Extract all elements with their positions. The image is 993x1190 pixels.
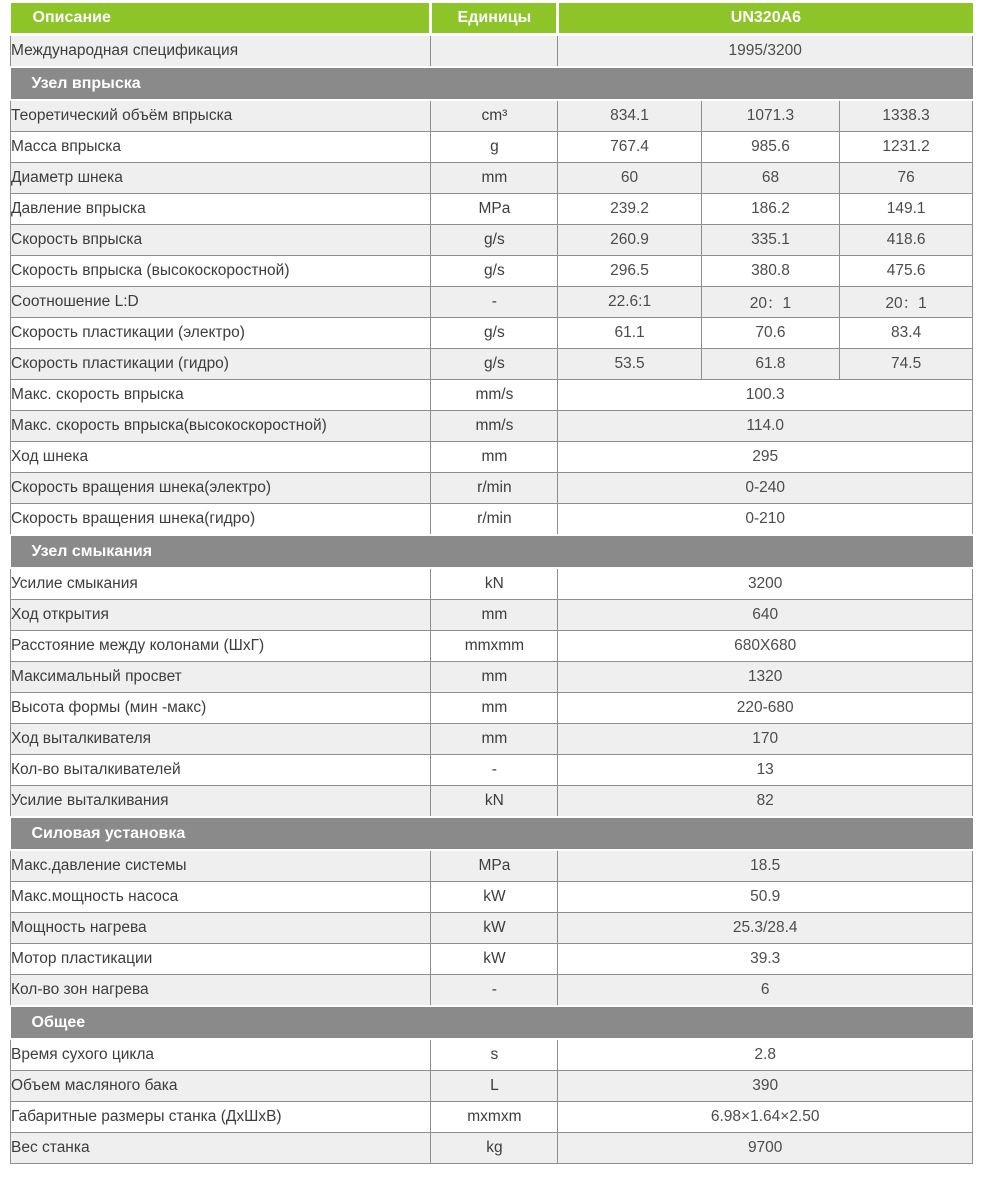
spec-value: 60	[558, 163, 701, 194]
spec-value: 1071.3	[701, 100, 840, 132]
spec-unit: MPa	[431, 850, 558, 882]
spec-label: Высота формы (мин -макс)	[11, 693, 431, 724]
spec-table-body	[11, 35, 973, 1164]
spec-value: 100.3	[558, 380, 973, 411]
spec-value: 83.4	[840, 318, 973, 349]
table-row	[11, 35, 973, 68]
spec-value: 2.8	[558, 1039, 973, 1071]
table-row	[11, 786, 973, 818]
spec-value: 834.1	[558, 100, 701, 132]
table-row	[11, 662, 973, 693]
spec-value: 295	[558, 442, 973, 473]
table-row	[11, 882, 973, 913]
spec-unit: mm	[431, 600, 558, 631]
spec-label: Усилие смыкания	[11, 568, 431, 600]
spec-value: 50.9	[558, 882, 973, 913]
spec-unit: g/s	[431, 318, 558, 349]
spec-value: 0-240	[558, 473, 973, 504]
table-row	[11, 850, 973, 882]
spec-unit: r/min	[431, 473, 558, 504]
spec-label: Макс. скорость впрыска	[11, 380, 431, 411]
spec-unit: kW	[431, 882, 558, 913]
spec-label: Скорость пластикации (электро)	[11, 318, 431, 349]
column-header-units: Единицы	[431, 3, 558, 35]
spec-label: Габаритные размеры станка (ДхШхВ)	[11, 1102, 431, 1133]
spec-label: Скорость пластикации (гидро)	[11, 349, 431, 380]
spec-unit: g/s	[431, 349, 558, 380]
section-header-label: Общее	[11, 1006, 973, 1039]
spec-unit: -	[431, 975, 558, 1007]
spec-value: 6.98×1.64×2.50	[558, 1102, 973, 1133]
spec-label: Масса впрыска	[11, 132, 431, 163]
spec-unit: s	[431, 1039, 558, 1071]
spec-label: Международная спецификация	[11, 35, 431, 68]
table-row	[11, 600, 973, 631]
spec-unit: mm	[431, 442, 558, 473]
spec-value: 76	[840, 163, 973, 194]
spec-value: 170	[558, 724, 973, 755]
spec-label: Скорость впрыска (высокоскоростной)	[11, 256, 431, 287]
table-row	[11, 1102, 973, 1133]
spec-unit: g/s	[431, 225, 558, 256]
column-header-description: Описание	[11, 3, 431, 35]
table-row	[11, 194, 973, 225]
table-row	[11, 411, 973, 442]
table-row	[11, 318, 973, 349]
spec-value: 68	[701, 163, 840, 194]
spec-value: 74.5	[840, 349, 973, 380]
spec-label: Соотношение L:D	[11, 287, 431, 318]
section-header-row	[11, 817, 973, 850]
spec-value: 20：1	[840, 287, 973, 318]
spec-unit: mm	[431, 163, 558, 194]
spec-label: Вес станка	[11, 1133, 431, 1164]
spec-unit: g/s	[431, 256, 558, 287]
spec-label: Ход шнека	[11, 442, 431, 473]
spec-value: 335.1	[701, 225, 840, 256]
spec-label: Скорость впрыска	[11, 225, 431, 256]
spec-label: Кол-во выталкивателей	[11, 755, 431, 786]
table-row	[11, 256, 973, 287]
spec-value: 475.6	[840, 256, 973, 287]
table-row	[11, 913, 973, 944]
spec-unit: -	[431, 287, 558, 318]
spec-unit: mm/s	[431, 380, 558, 411]
spec-unit: mxmxm	[431, 1102, 558, 1133]
spec-value: 9700	[558, 1133, 973, 1164]
table-row	[11, 442, 973, 473]
spec-table	[10, 3, 973, 1164]
table-row	[11, 163, 973, 194]
spec-label: Мотор пластикации	[11, 944, 431, 975]
spec-label: Скорость вращения шнека(гидро)	[11, 504, 431, 536]
spec-value: 220-680	[558, 693, 973, 724]
spec-unit: mm	[431, 724, 558, 755]
spec-value: 239.2	[558, 194, 701, 225]
spec-value: 82	[558, 786, 973, 818]
table-header	[11, 3, 973, 35]
spec-unit: mmxmm	[431, 631, 558, 662]
spec-value: 1320	[558, 662, 973, 693]
spec-unit: kW	[431, 944, 558, 975]
spec-unit: kN	[431, 786, 558, 818]
spec-label: Макс. скорость впрыска(высокоскоростной)	[11, 411, 431, 442]
spec-label: Мощность нагрева	[11, 913, 431, 944]
spec-value: 3200	[558, 568, 973, 600]
spec-label: Ход открытия	[11, 600, 431, 631]
spec-value: 985.6	[701, 132, 840, 163]
table-row	[11, 755, 973, 786]
section-header-label: Узел впрыска	[11, 67, 973, 100]
spec-unit: mm	[431, 693, 558, 724]
spec-value: 149.1	[840, 194, 973, 225]
spec-unit: mm	[431, 662, 558, 693]
table-row	[11, 1133, 973, 1164]
section-header-label: Узел смыкания	[11, 535, 973, 568]
section-header-label: Силовая установка	[11, 817, 973, 850]
spec-value: 1231.2	[840, 132, 973, 163]
spec-value: 20：1	[701, 287, 840, 318]
section-header-row	[11, 67, 973, 100]
spec-unit: mm/s	[431, 411, 558, 442]
spec-value: 25.3/28.4	[558, 913, 973, 944]
spec-label: Макс.мощность насоса	[11, 882, 431, 913]
spec-label: Кол-во зон нагрева	[11, 975, 431, 1007]
spec-value: 390	[558, 1071, 973, 1102]
table-row	[11, 349, 973, 380]
spec-unit: kg	[431, 1133, 558, 1164]
spec-value: 13	[558, 755, 973, 786]
spec-value: 22.6:1	[558, 287, 701, 318]
spec-value: 70.6	[701, 318, 840, 349]
section-header-row	[11, 1006, 973, 1039]
table-header-row	[11, 3, 973, 35]
spec-value: 640	[558, 600, 973, 631]
spec-label: Максимальный просвет	[11, 662, 431, 693]
spec-value: 186.2	[701, 194, 840, 225]
table-row	[11, 504, 973, 536]
spec-value: 767.4	[558, 132, 701, 163]
table-row	[11, 568, 973, 600]
spec-label: Макс.давление системы	[11, 850, 431, 882]
spec-value: 1995/3200	[558, 35, 973, 68]
spec-label: Усилие выталкивания	[11, 786, 431, 818]
table-row	[11, 287, 973, 318]
spec-unit: -	[431, 755, 558, 786]
spec-value: 418.6	[840, 225, 973, 256]
column-header-model: UN320A6	[558, 3, 973, 35]
spec-unit: r/min	[431, 504, 558, 536]
spec-label: Скорость вращения шнека(электро)	[11, 473, 431, 504]
spec-label: Объем масляного бака	[11, 1071, 431, 1102]
table-row	[11, 132, 973, 163]
spec-value: 680X680	[558, 631, 973, 662]
spec-value: 380.8	[701, 256, 840, 287]
spec-value: 1338.3	[840, 100, 973, 132]
spec-value: 39.3	[558, 944, 973, 975]
spec-value: 0-210	[558, 504, 973, 536]
spec-value: 61.1	[558, 318, 701, 349]
spec-value: 53.5	[558, 349, 701, 380]
table-row	[11, 975, 973, 1007]
spec-value: 61.8	[701, 349, 840, 380]
table-row	[11, 631, 973, 662]
spec-value: 296.5	[558, 256, 701, 287]
spec-label: Расстояние между колонами (ШхГ)	[11, 631, 431, 662]
table-row	[11, 1071, 973, 1102]
section-header-row	[11, 535, 973, 568]
table-row	[11, 473, 973, 504]
spec-label: Давление впрыска	[11, 194, 431, 225]
spec-unit: g	[431, 132, 558, 163]
spec-unit	[431, 35, 558, 68]
table-row	[11, 944, 973, 975]
table-row	[11, 380, 973, 411]
spec-unit: kN	[431, 568, 558, 600]
spec-sheet	[10, 3, 973, 1164]
spec-label: Теоретический объём впрыска	[11, 100, 431, 132]
spec-value: 6	[558, 975, 973, 1007]
table-row	[11, 1039, 973, 1071]
table-row	[11, 724, 973, 755]
spec-value: 260.9	[558, 225, 701, 256]
spec-unit: cm³	[431, 100, 558, 132]
spec-label: Время сухого цикла	[11, 1039, 431, 1071]
spec-value: 18.5	[558, 850, 973, 882]
spec-unit: MPa	[431, 194, 558, 225]
table-row	[11, 693, 973, 724]
table-row	[11, 100, 973, 132]
spec-unit: L	[431, 1071, 558, 1102]
spec-unit: kW	[431, 913, 558, 944]
spec-label: Диаметр шнека	[11, 163, 431, 194]
table-row	[11, 225, 973, 256]
spec-label: Ход выталкивателя	[11, 724, 431, 755]
spec-value: 114.0	[558, 411, 973, 442]
